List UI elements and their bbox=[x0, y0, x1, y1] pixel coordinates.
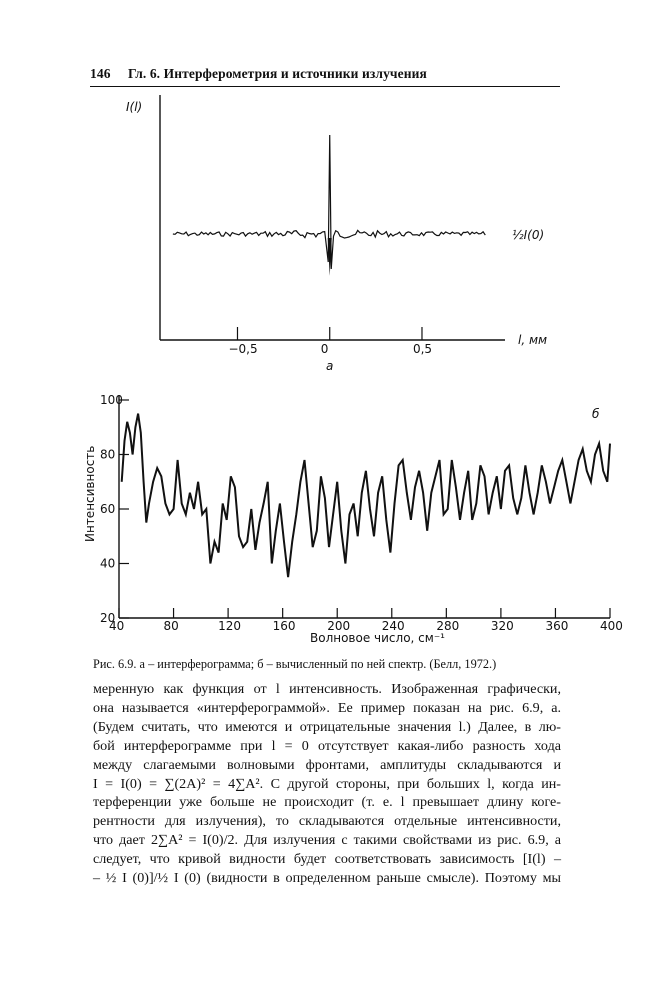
fig-b-y-tick-label: 100 bbox=[100, 393, 123, 407]
fig-b-x-tick-label: 80 bbox=[163, 619, 179, 633]
fig-a-x-tick-label: 0,5 bbox=[412, 342, 433, 356]
fig-b-y-tick-label: 20 bbox=[100, 611, 116, 625]
fig-b-y-tick-label: 60 bbox=[100, 502, 116, 516]
page-number: 146 bbox=[90, 66, 111, 81]
fig-b-y-tick-label: 40 bbox=[100, 556, 116, 571]
running-title: Гл. 6. Интерферометрия и источники излучения bbox=[128, 66, 427, 81]
body-line: она называется «интерферограммой». Ее пример показан на рис. 6.9, а. bbox=[93, 699, 561, 716]
body-line: терференции уже больше не происходит (т. е. l превышает длину коге- bbox=[93, 794, 561, 811]
fig-b-x-tick-label: 360 bbox=[545, 619, 569, 633]
body-line: следует, что кривой видности будет соответствовать зависимость [I(l) – bbox=[93, 851, 561, 868]
figure-caption: Рис. 6.9. а – интерферограмма; б – вычисленный по ней спектр. (Белл, 1972.) bbox=[93, 657, 497, 671]
fig-a-y-label: I(l) bbox=[126, 100, 143, 114]
body-line: – ½ I (0)]/½ I (0) (видности в определенном раньше смысле). Поэтому мы bbox=[93, 870, 561, 887]
fig-b-x-tick-label: 400 bbox=[600, 619, 623, 633]
figure-a-interferogram bbox=[0, 90, 650, 380]
body-text bbox=[93, 680, 561, 888]
body-line: рентности для излучения), то складываются отдельные интенсивности, bbox=[93, 813, 561, 830]
fig-b-x-label: Волновое число, см⁻¹ bbox=[310, 631, 445, 645]
fig-b-spectrum-trace bbox=[122, 414, 610, 577]
fig-b-x-tick-label: 320 bbox=[490, 619, 514, 633]
fig-b-x-tick-label: 40 bbox=[109, 619, 125, 633]
figure-b-spectrum bbox=[0, 380, 650, 650]
fig-b-panel-label: б bbox=[592, 407, 600, 421]
fig-b-y-label: Интенсивность bbox=[83, 445, 97, 542]
body-line: что дает 2∑A² = I(0)/2. Для излучения с такими свойствами из рис. 6.9, а bbox=[93, 832, 561, 849]
fig-b-x-tick-label: 160 bbox=[272, 619, 296, 633]
fig-b-x-tick-label: 200 bbox=[327, 619, 351, 633]
body-line: меренную как функция от l интенсивность. Изображенная графически, bbox=[93, 681, 561, 697]
header-rule bbox=[90, 86, 560, 87]
fig-a-x-label: l, мм bbox=[518, 333, 548, 347]
body-line: I = I(0) = ∑(2A)² = 4∑A². С другой стороны, при больших l, когда ин- bbox=[93, 775, 561, 792]
body-line: (Будем считать, что имеются и отрицательные значения l.) Далее, в лю- bbox=[93, 718, 561, 735]
running-header bbox=[90, 66, 560, 82]
fig-b-x-tick-label: 120 bbox=[218, 619, 242, 633]
body-line: между слагаемыми волновыми фронтами, амплитуды складываются и bbox=[93, 756, 561, 773]
fig-b-x-tick-label: 240 bbox=[381, 619, 405, 633]
fig-b-x-tick-label: 280 bbox=[436, 619, 460, 633]
fig-a-panel-label: а bbox=[326, 359, 334, 373]
fig-b-y-tick-label: 80 bbox=[100, 447, 116, 462]
fig-a-baseline-label: ½I(0) bbox=[512, 228, 545, 242]
fig-a-x-tick-label: −0,5 bbox=[228, 342, 258, 356]
fig-a-x-tick-label: 0 bbox=[320, 342, 329, 356]
body-line: бой интерферограмме при l = 0 отсутствует какая-либо разность хода bbox=[93, 737, 561, 754]
